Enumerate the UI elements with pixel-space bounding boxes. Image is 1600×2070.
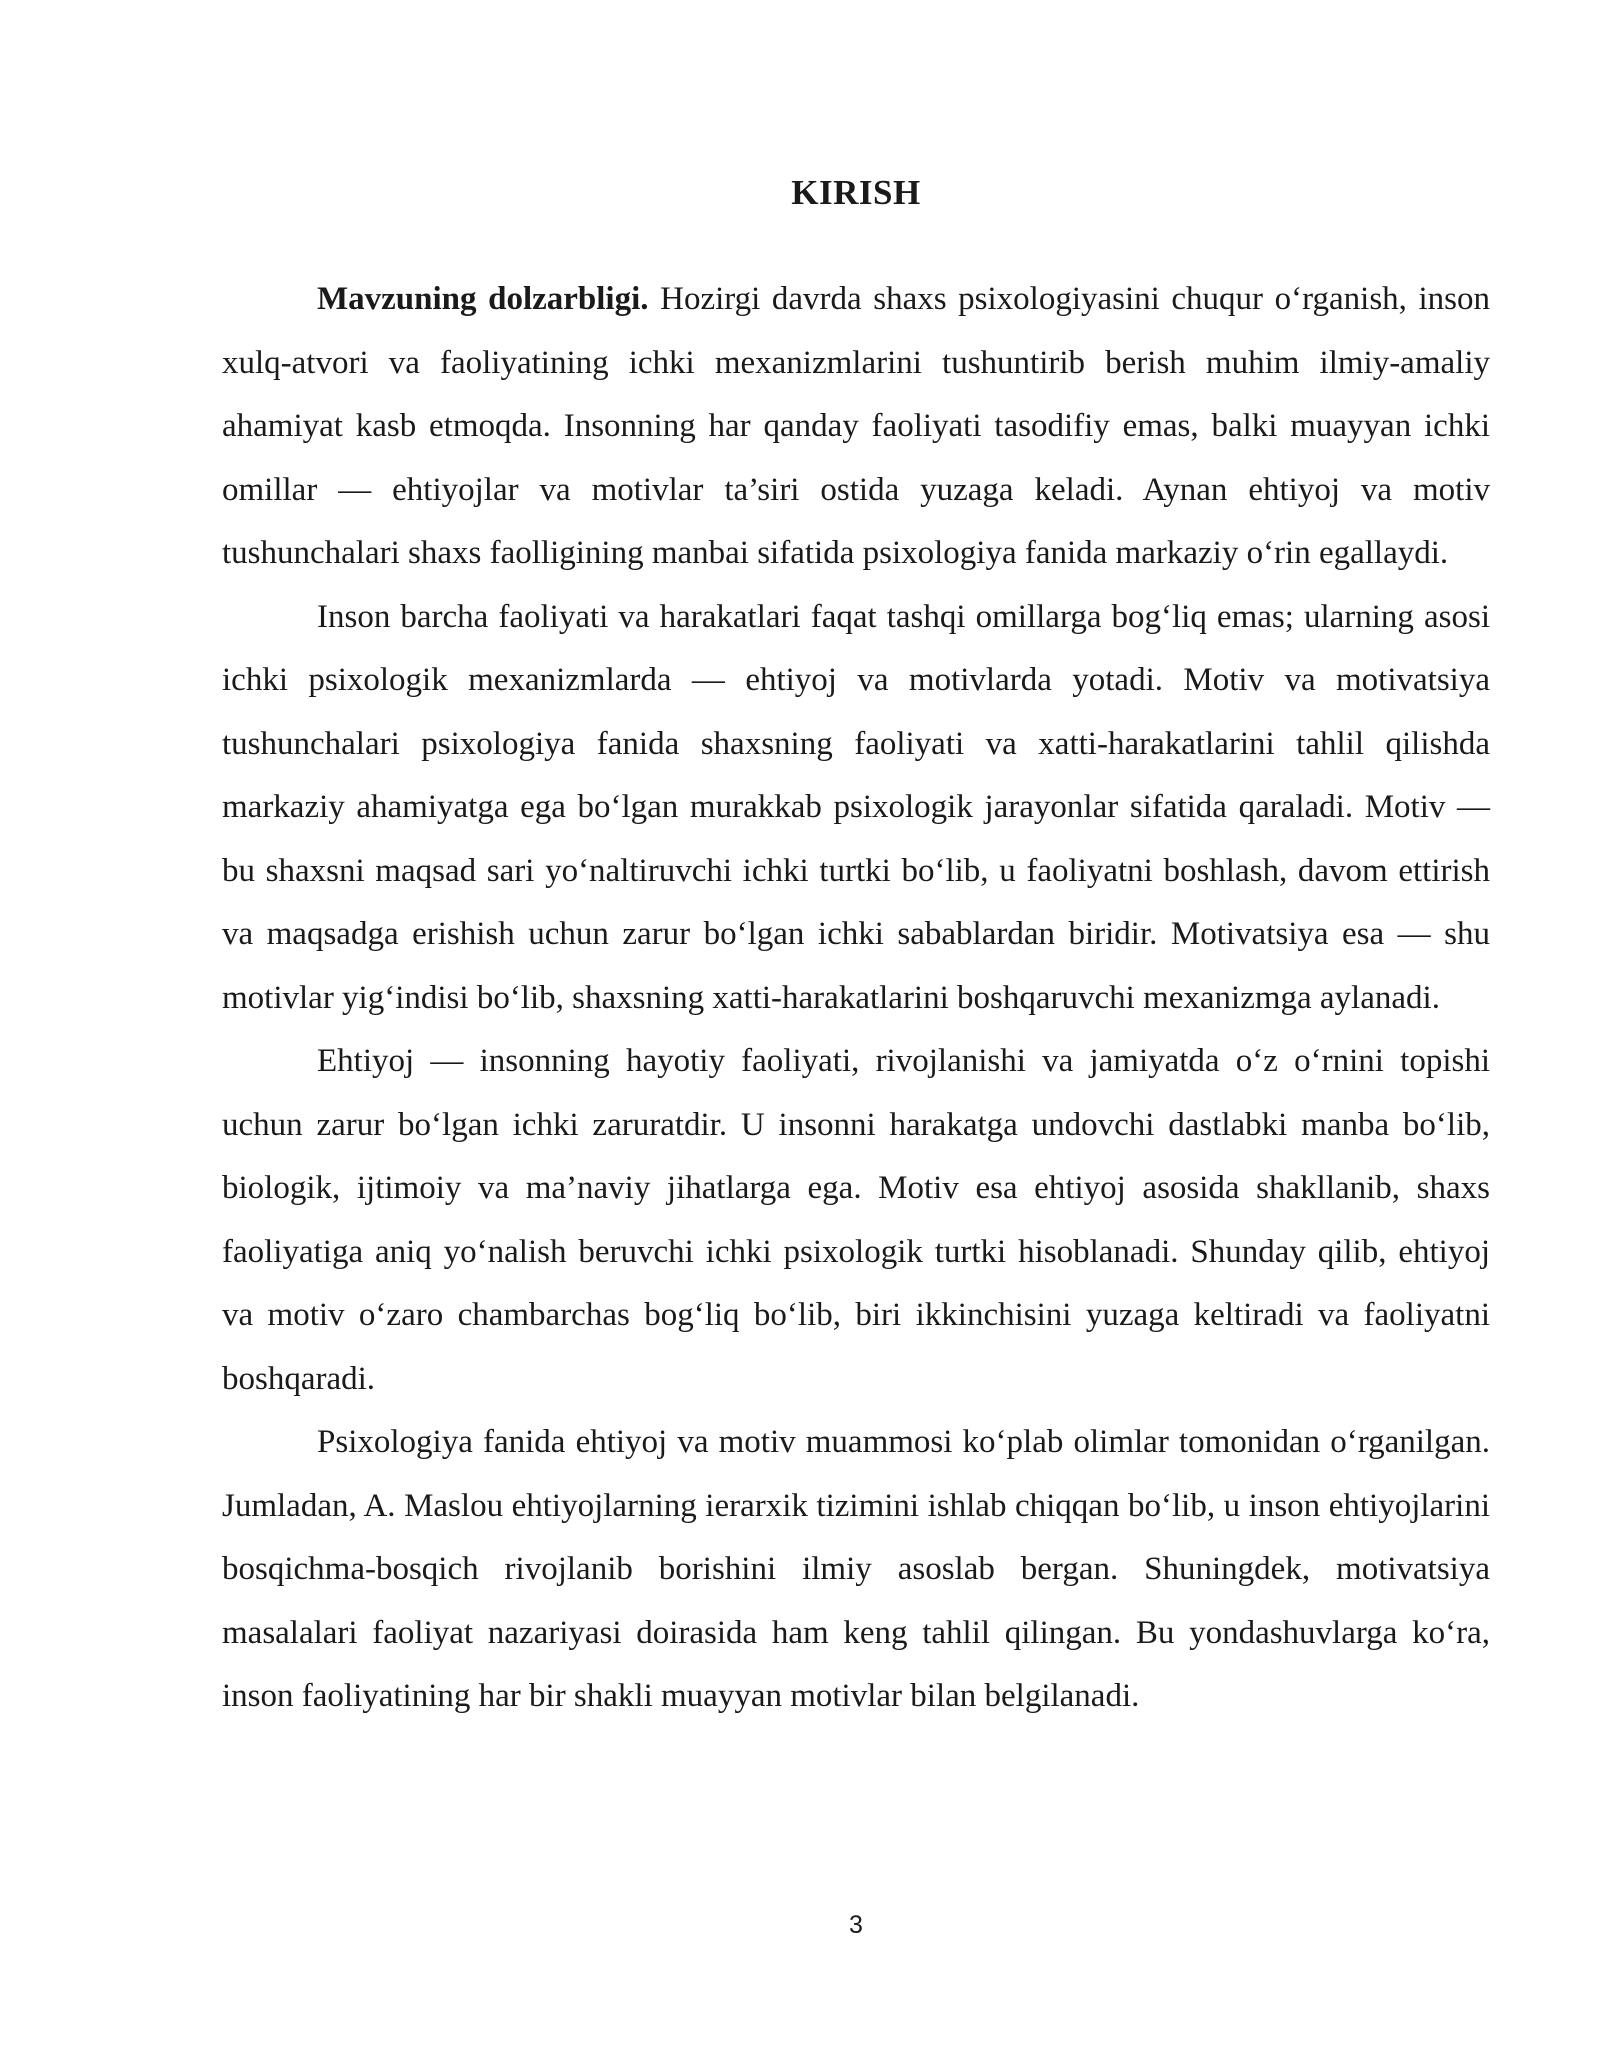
section-title: KIRISH bbox=[791, 173, 921, 213]
paragraph-relevance bbox=[222, 268, 1490, 586]
page-number: 3 bbox=[849, 1911, 863, 1939]
paragraph-text: Hozirgi davrda shaxs psixologiyasini chuqur o‘rganish, inson xulq-atvori va faoliyatining ichki mexanizmlarini tushuntirib berish muhim ilmiy-amaliy ahamiyat kasb etmoqda. Insonning har qanday faoliyati tasodifiy emas, balki muayyan ichki omillar — ehtiyojlar va motivlar ta’siri ostida yuzaga keladi. Aynan ehtiyoj va motiv tushunchalari shaxs faolligining manbai sifatida psixologiya fanida markaziy o‘rin egallaydi. bbox=[222, 281, 1490, 571]
paragraph-lead-heading: Mavzuning dolzarbligi. bbox=[317, 281, 649, 317]
paragraph-need: Ehtiyoj — insonning hayotiy faoliyati, rivojlanishi va jamiyatda o‘z o‘rnini topishi uchun zarur bo‘lgan ichki zaruratdir. U insonni harakatga undovchi dastlabki manba bo‘lib, biologik, ijtimoiy va ma’naviy jihatlarga ega. Motiv esa ehtiyoj asosida shakllanib, shaxs faoliyatiga aniq yo‘nalish beruvchi ichki psixologik turtki hisoblanadi. Shunday qilib, ehtiyoj va motiv o‘zaro chambarchas bog‘liq bo‘lib, biri ikkinchisini yuzaga keltiradi va faoliyatni boshqaradi. bbox=[222, 1043, 1490, 1397]
paragraph-research-history: Psixologiya fanida ehtiyoj va motiv muammosi ko‘plab olimlar tomonidan o‘rganilgan. Jumladan, A. Maslou ehtiyojlarning ierarxik tizimini ishlab chiqqan bo‘lib, u inson ehtiyojlarini bosqichma-bosqich rivojlanib borishini ilmiy asoslab bergan. Shuningdek, motivatsiya masalalari faoliyat nazariyasi doirasida ham keng tahlil qilingan. Bu yondashuvlarga ko‘ra, inson faoliyatining har bir shakli muayyan motivlar bilan belgilanadi. bbox=[222, 1424, 1490, 1714]
paragraph-motive-and-motivation: Inson barcha faoliyati va harakatlari faqat tashqi omillarga bog‘liq emas; ularning asosi ichki psixologik mexanizmlarda — ehtiyoj va motivlarda yotadi. Motiv va motivatsiya tushunchalari psixologiya fanida shaxsning faoliyati va xatti-harakatlarini tahlil qilishda markaziy ahamiyatga ega bo‘lgan murakkab psixologik jarayonlar sifatida qaraladi. Motiv — bu shaxsni maqsad sari yo‘naltiruvchi ichki turtki bo‘lib, u faoliyatni boshlash, davom ettirish va maqsadga erishish uchun zarur bo‘lgan ichki sabablardan biridir. Motivatsiya esa — shu motivlar yig‘indisi bo‘lib, shaxsning xatti-harakatlarini boshqaruvchi mexanizmga aylanadi. bbox=[222, 598, 1490, 1016]
body-text bbox=[222, 268, 1490, 1729]
